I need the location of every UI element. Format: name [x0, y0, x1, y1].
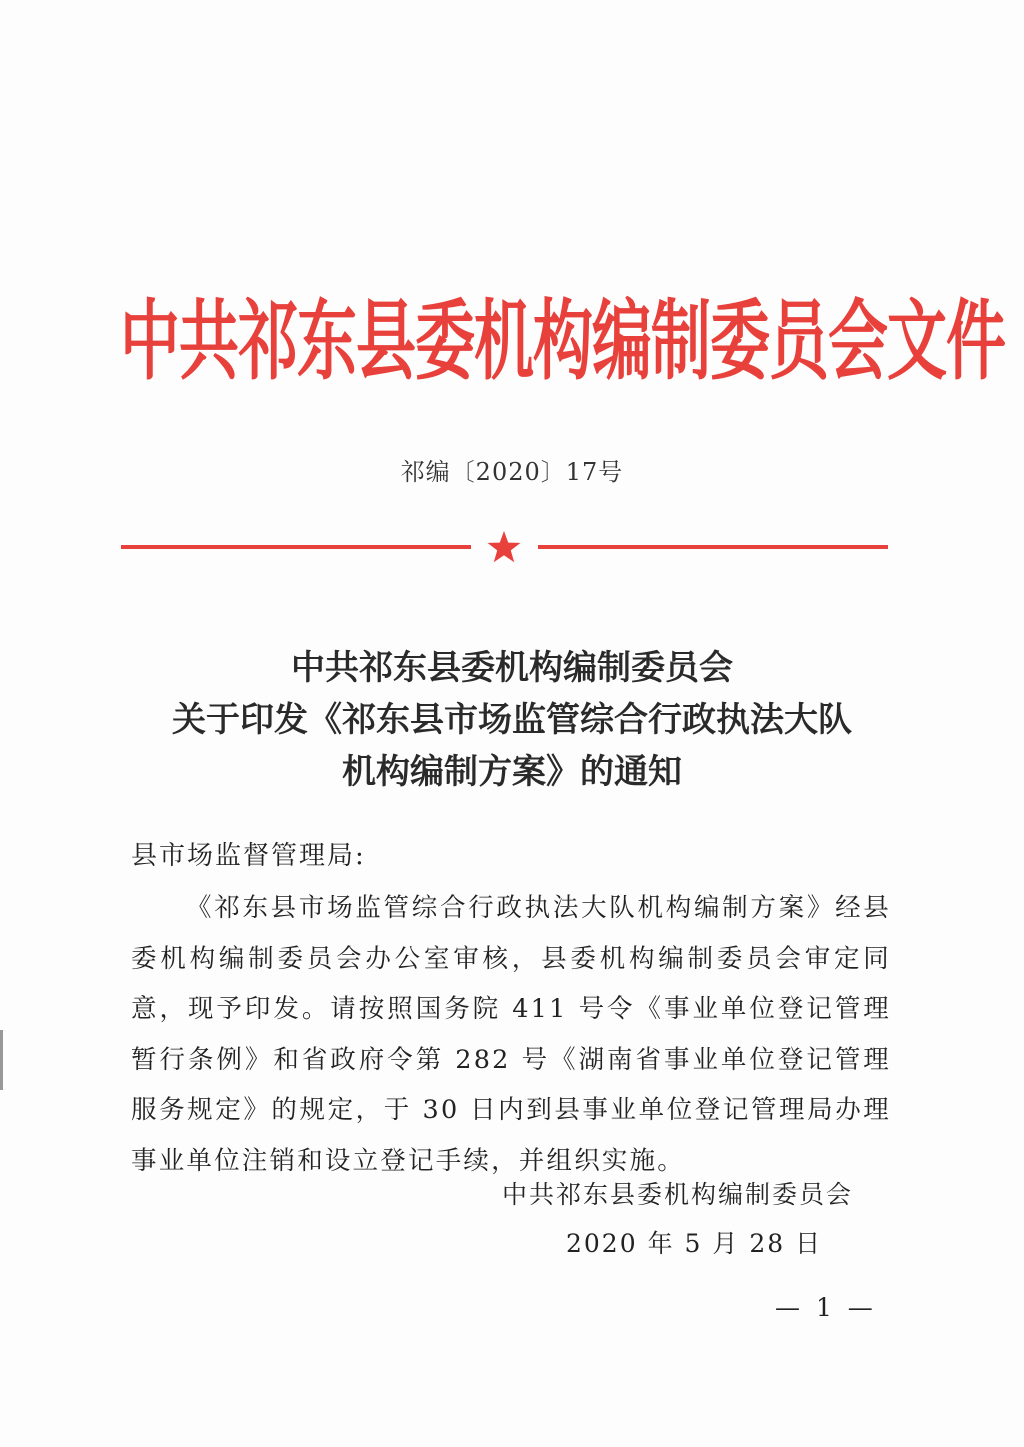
star-icon — [486, 529, 522, 565]
document-masthead: 中共祁东县委机构编制委员会文件 — [120, 291, 1005, 393]
notice-title-line-2: 关于印发《祁东县市场监管综合行政执法大队 — [172, 700, 852, 740]
notice-title-line-3: 机构编制方案》的通知 — [342, 752, 682, 792]
red-divider-left — [121, 545, 471, 549]
notice-title-line-1: 中共祁东县委机构编制委员会 — [291, 648, 733, 688]
salutation: 县市场监督管理局: — [131, 841, 366, 871]
issue-date: 2020 年 5 月 28 日 — [566, 1229, 823, 1258]
scan-edge-mark — [0, 1030, 3, 1090]
notice-body: 《祁东县市场监管综合行政执法大队机构编制方案》经县委机构编制委员会办公室审核，县委机构编制委员会审定同意，现予印发。请按照国务院 411 号令《事业单位登记管理暂行条例》和省政府令第 282 号《湖南省事业单位登记管理服务规定》的规定，于 30 日内到县事业单位登记管理局办理事业单位注销和设立登记手续，并组织实施。 — [131, 893, 891, 1176]
document-number: 祁编〔2020〕17号 — [400, 458, 624, 486]
red-divider-right — [538, 545, 888, 549]
signer: 中共祁东县委机构编制委员会 — [502, 1180, 854, 1209]
page-number: — 1 — — [775, 1293, 877, 1322]
